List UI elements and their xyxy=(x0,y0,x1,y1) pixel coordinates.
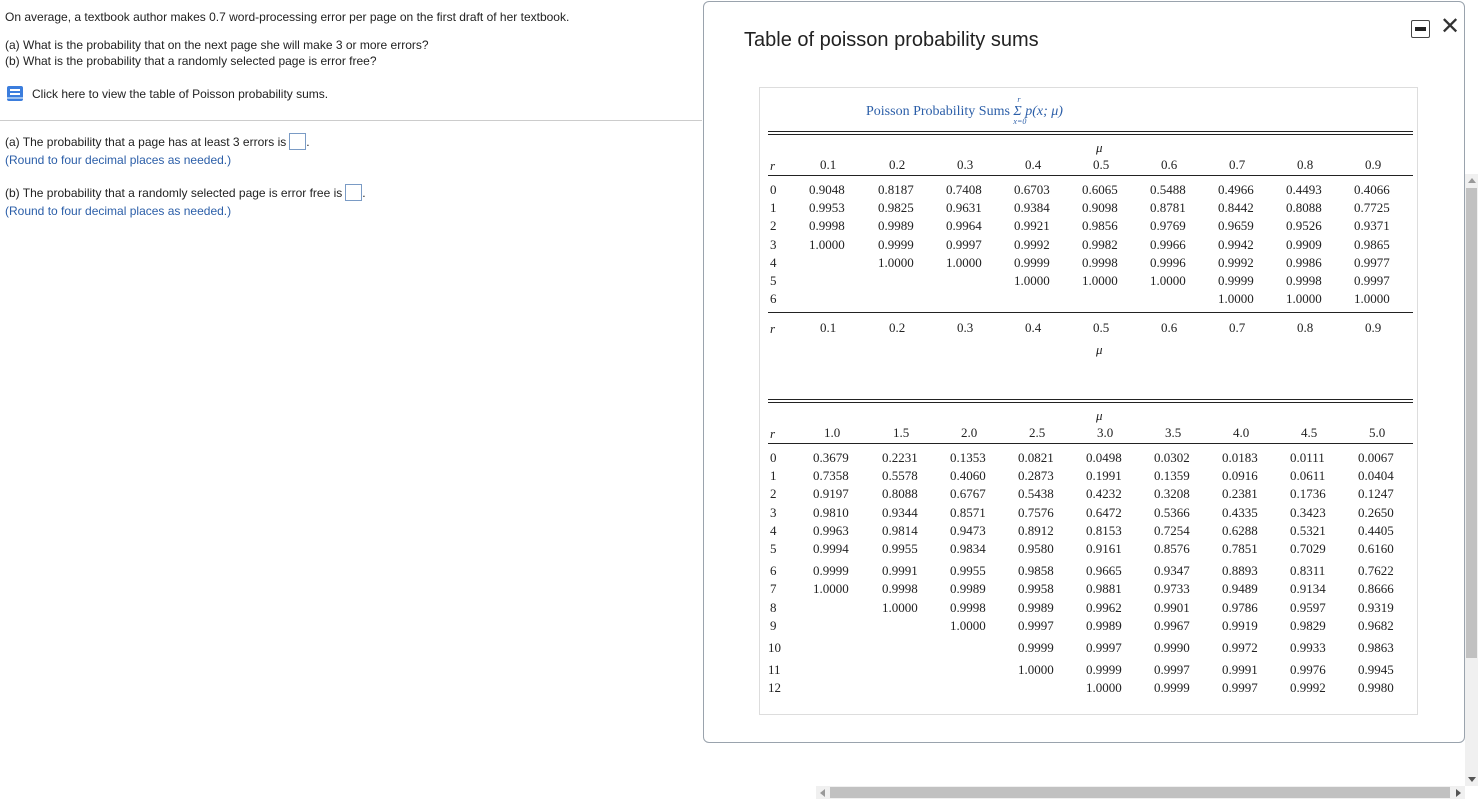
table-cell: 0.1247 xyxy=(1358,486,1394,502)
table-cell: 0.9989 xyxy=(950,581,986,597)
table-cell: 0.9972 xyxy=(1222,640,1258,655)
r-header: r xyxy=(770,426,776,441)
row-r-value: 9 xyxy=(770,617,777,633)
row-r-value: 7 xyxy=(770,581,777,597)
table-cell: 0.8576 xyxy=(1154,541,1190,556)
row-r-value: 6 xyxy=(770,291,777,307)
table-title xyxy=(866,95,1075,126)
table-cell: 0.6472 xyxy=(1086,504,1122,520)
answer-a-hint: (Round to four decimal places as needed.) xyxy=(5,153,232,167)
vertical-scrollbar[interactable] xyxy=(1465,174,1478,786)
panel-title: Table of poisson probability sums xyxy=(744,29,1039,51)
mu-column-header: 4.5 xyxy=(1301,425,1318,440)
table-cell: 0.9998 xyxy=(1286,273,1322,288)
answer-b-row: (b) The probability that a randomly selected page is error free is . xyxy=(5,186,366,200)
table-cell: 0.9989 xyxy=(1086,617,1122,633)
table-cell: 0.4060 xyxy=(950,468,986,484)
table-cell: 0.8893 xyxy=(1222,563,1258,579)
table-rule xyxy=(768,312,1413,313)
question-pane xyxy=(0,0,702,734)
table-cell: 0.6288 xyxy=(1222,522,1258,538)
table-cell: 0.6160 xyxy=(1358,541,1394,556)
table-cell: 0.5321 xyxy=(1290,522,1326,538)
table-cell: 0.9955 xyxy=(882,541,918,556)
table-cell: 0.4405 xyxy=(1358,522,1394,538)
mu-column-footer: 0.7 xyxy=(1229,320,1246,335)
mu-column-header: 0.1 xyxy=(820,157,837,172)
mu-column-footer: 0.1 xyxy=(820,320,837,335)
horizontal-scroll-thumb[interactable] xyxy=(830,787,1450,798)
table-cell: 0.9858 xyxy=(1018,563,1054,579)
table-cell: 0.9986 xyxy=(1286,254,1322,270)
table-cell: 0.9990 xyxy=(1154,640,1190,655)
row-r-value: 3 xyxy=(770,504,777,520)
formula-bottom: x=0 xyxy=(1013,117,1027,126)
table-cell: 0.8912 xyxy=(1018,522,1054,538)
table-cell: 0.9997 xyxy=(1222,680,1258,696)
table-link-label[interactable]: Click here to view the table of Poisson probability sums. xyxy=(32,86,329,101)
table-cell: 0.9682 xyxy=(1358,617,1394,633)
table-cell: 0.9999 xyxy=(1154,680,1190,696)
table-cell: 0.9769 xyxy=(1150,218,1186,234)
book-icon xyxy=(6,85,24,102)
table-cell: 0.9976 xyxy=(1290,662,1326,678)
table-cell: 0.9955 xyxy=(950,563,986,579)
table-cell: 0.8781 xyxy=(1150,200,1186,216)
table-cell: 1.0000 xyxy=(1218,291,1254,307)
table-cell: 0.0498 xyxy=(1086,450,1122,465)
table-cell: 0.9834 xyxy=(950,541,986,556)
table-cell: 0.7851 xyxy=(1222,541,1258,556)
table-cell: 0.9997 xyxy=(946,236,982,252)
row-r-value: 5 xyxy=(770,273,777,288)
scroll-down-icon[interactable] xyxy=(1468,777,1476,782)
table-cell: 0.5366 xyxy=(1154,504,1190,520)
table-cell: 0.9733 xyxy=(1154,581,1190,597)
table-cell: 0.9921 xyxy=(1014,218,1050,234)
question-part-a: (a) What is the probability that on the next page she will make 3 or more errors? xyxy=(5,38,429,52)
scroll-up-icon[interactable] xyxy=(1468,178,1476,183)
table-cell: 0.9964 xyxy=(946,218,982,234)
row-r-value: 10 xyxy=(768,640,781,655)
mu-column-footer: 0.5 xyxy=(1093,320,1110,335)
table-cell: 0.9945 xyxy=(1358,662,1394,678)
table-cell: 0.9966 xyxy=(1150,236,1186,252)
mu-column-header: 3.5 xyxy=(1165,425,1182,440)
table-cell: 0.9371 xyxy=(1354,218,1390,234)
table-cell: 0.0821 xyxy=(1018,450,1054,465)
table-cell: 0.9901 xyxy=(1154,599,1190,615)
mu-header: μ xyxy=(1096,408,1103,423)
table-cell: 0.9962 xyxy=(1086,599,1122,615)
table-cell: 0.7254 xyxy=(1154,522,1190,538)
table-cell: 0.9473 xyxy=(950,522,986,538)
table-cell: 0.9997 xyxy=(1154,662,1190,678)
poisson-table xyxy=(760,88,1465,700)
scroll-left-icon[interactable] xyxy=(820,789,825,797)
table-cell: 0.9963 xyxy=(813,522,849,538)
table-cell: 0.9999 xyxy=(1218,273,1254,288)
table-cell: 1.0000 xyxy=(1286,291,1322,307)
mu-column-header: 0.7 xyxy=(1229,157,1246,172)
table-cell: 0.9865 xyxy=(1354,236,1390,252)
answer-b-input[interactable] xyxy=(345,184,362,201)
mu-column-header: 1.5 xyxy=(893,425,910,440)
table-cell: 0.9999 xyxy=(1014,254,1050,270)
mu-column-header: 2.5 xyxy=(1029,425,1046,440)
table-cell: 0.3423 xyxy=(1290,504,1326,520)
mu-column-header: 4.0 xyxy=(1233,425,1250,440)
answer-a-label: (a) The probability that a page has at least 3 errors is xyxy=(5,135,287,149)
table-cell: 0.9631 xyxy=(946,200,982,216)
table-cell: 0.9384 xyxy=(1014,200,1050,216)
mu-column-header: 3.0 xyxy=(1097,425,1114,440)
table-cell: 0.9958 xyxy=(1018,581,1054,597)
table-cell: 0.9989 xyxy=(1018,599,1054,615)
table-cell: 0.9161 xyxy=(1086,541,1122,556)
table-cell: 1.0000 xyxy=(950,617,986,633)
table-cell: 1.0000 xyxy=(813,581,849,597)
table-rule xyxy=(768,399,1413,400)
table-cell: 0.0611 xyxy=(1290,468,1326,484)
table-cell: 0.9825 xyxy=(878,200,914,216)
table-cell: 0.6767 xyxy=(950,486,986,502)
table-rule xyxy=(768,402,1413,403)
table-cell: 0.5578 xyxy=(882,468,918,484)
table-cell: 0.4066 xyxy=(1354,182,1390,197)
table-cell: 0.9098 xyxy=(1082,200,1118,216)
table-cell: 0.8442 xyxy=(1218,200,1254,216)
table-rule xyxy=(768,134,1413,135)
table-cell: 1.0000 xyxy=(1082,273,1118,288)
table-cell: 0.7408 xyxy=(946,182,982,197)
table-cell: 0.9526 xyxy=(1286,218,1322,234)
row-r-value: 2 xyxy=(770,218,777,234)
table-cell: 0.2231 xyxy=(882,450,918,465)
row-r-value: 3 xyxy=(770,236,777,252)
row-r-value: 11 xyxy=(768,662,781,678)
answer-a-input[interactable] xyxy=(289,133,306,150)
table-cell: 0.0067 xyxy=(1358,450,1394,465)
table-cell: 0.9489 xyxy=(1222,581,1258,597)
table-cell: 0.9991 xyxy=(1222,662,1258,678)
table-cell: 0.0302 xyxy=(1154,450,1190,465)
table-rule xyxy=(768,175,1413,176)
vertical-scroll-thumb[interactable] xyxy=(1466,188,1477,658)
table-cell: 0.9347 xyxy=(1154,563,1190,579)
table-cell: 0.7029 xyxy=(1290,541,1326,556)
minimize-button[interactable] xyxy=(1411,20,1430,38)
mu-column-header: 0.5 xyxy=(1093,157,1110,172)
table-cell: 0.8311 xyxy=(1290,563,1326,579)
answer-b-hint: (Round to four decimal places as needed.) xyxy=(5,204,232,218)
table-cell: 0.9863 xyxy=(1358,640,1394,655)
row-r-value: 0 xyxy=(770,450,777,465)
table-cell: 1.0000 xyxy=(1014,273,1050,288)
table-cell: 0.9997 xyxy=(1354,273,1390,288)
answer-a-row: (a) The probability that a page has at least 3 errors is . xyxy=(5,135,310,149)
table-cell: 0.9967 xyxy=(1154,617,1190,633)
table-cell: 0.1359 xyxy=(1154,468,1190,484)
table-cell: 0.4232 xyxy=(1086,486,1122,502)
table-cell: 0.4493 xyxy=(1286,182,1322,197)
table-cell: 0.9998 xyxy=(950,599,986,615)
mu-column-header: 1.0 xyxy=(824,425,841,440)
table-cell: 0.5438 xyxy=(1018,486,1054,502)
table-cell: 0.9786 xyxy=(1222,599,1258,615)
table-cell: 1.0000 xyxy=(1150,273,1186,288)
table-cell: 1.0000 xyxy=(1354,291,1390,307)
table-link[interactable] xyxy=(6,85,328,102)
mu-column-footer: 0.8 xyxy=(1297,320,1314,335)
table-cell: 1.0000 xyxy=(1018,662,1054,678)
table-cell: 0.9881 xyxy=(1086,581,1122,597)
table-cell: 0.9982 xyxy=(1082,236,1118,252)
row-r-value: 12 xyxy=(768,680,781,696)
table-cell: 0.0916 xyxy=(1222,468,1258,484)
mu-column-header: 5.0 xyxy=(1369,425,1386,440)
table-cell: 0.1353 xyxy=(950,450,986,465)
table-cell: 0.9197 xyxy=(813,486,849,502)
table-cell: 0.9994 xyxy=(813,541,849,556)
table-cell: 0.9659 xyxy=(1218,218,1254,234)
close-icon[interactable]: ✕ xyxy=(1440,12,1461,40)
table-cell: 0.8666 xyxy=(1358,581,1394,597)
r-footer: r xyxy=(770,321,776,336)
question-part-b: (b) What is the probability that a randomly selected page is error free? xyxy=(5,54,377,68)
table-cell: 0.9997 xyxy=(1086,640,1122,655)
formula-top: r xyxy=(1017,95,1021,104)
mu-column-header: 0.4 xyxy=(1025,157,1042,172)
table-cell: 0.9909 xyxy=(1286,236,1322,252)
table-cell: 0.5488 xyxy=(1150,182,1186,197)
table-cell: 0.9665 xyxy=(1086,563,1122,579)
table-cell: 0.1991 xyxy=(1086,468,1122,484)
table-cell: 0.9977 xyxy=(1354,254,1390,270)
table-cell: 0.9829 xyxy=(1290,617,1326,633)
row-r-value: 6 xyxy=(770,563,777,579)
table-cell: 0.2650 xyxy=(1358,504,1394,520)
row-r-value: 0 xyxy=(770,182,777,197)
table-cell: 0.9919 xyxy=(1222,617,1258,633)
table-cell: 0.9991 xyxy=(882,563,918,579)
table-cell: 0.9992 xyxy=(1218,254,1254,270)
mu-column-header: 0.8 xyxy=(1297,157,1314,172)
table-cell: 0.8571 xyxy=(950,504,986,520)
table-cell: 0.0183 xyxy=(1222,450,1258,465)
table-cell: 0.9992 xyxy=(1290,680,1326,696)
table-cell: 0.9980 xyxy=(1358,680,1394,696)
table-cell: 0.9134 xyxy=(1290,581,1326,597)
row-r-value: 5 xyxy=(770,541,777,556)
table-cell: 0.8187 xyxy=(878,182,914,197)
table-cell: 1.0000 xyxy=(946,254,982,270)
table-cell: 0.9856 xyxy=(1082,218,1118,234)
table-cell: 0.9953 xyxy=(809,200,845,216)
table-cell: 0.1736 xyxy=(1290,486,1326,502)
mu-column-header: 0.9 xyxy=(1365,157,1382,172)
table-cell: 0.7622 xyxy=(1358,563,1394,579)
table-cell: 0.0404 xyxy=(1358,468,1394,484)
table-cell: 0.9319 xyxy=(1358,599,1394,615)
mu-column-footer: 0.2 xyxy=(889,320,906,335)
divider xyxy=(0,120,702,121)
table-title-text: Poisson Probability Sums xyxy=(866,104,1010,119)
table-cell: 0.9048 xyxy=(809,182,845,197)
table-cell: 0.2873 xyxy=(1018,468,1054,484)
row-r-value: 4 xyxy=(770,522,777,538)
table-cell: 0.7725 xyxy=(1354,200,1390,216)
table-cell: 0.9998 xyxy=(1082,254,1118,270)
table-cell: 0.4966 xyxy=(1218,182,1254,197)
table-cell: 0.9992 xyxy=(1014,236,1050,252)
table-cell: 0.9999 xyxy=(1018,640,1054,655)
table-cell: 0.6703 xyxy=(1014,182,1050,197)
table-cell: 0.9998 xyxy=(882,581,918,597)
row-r-value: 1 xyxy=(770,200,777,216)
table-rule xyxy=(768,443,1413,444)
row-r-value: 4 xyxy=(770,254,777,270)
table-cell: 1.0000 xyxy=(809,236,845,252)
table-cell: 0.9933 xyxy=(1290,640,1326,655)
table-cell: 0.6065 xyxy=(1082,182,1118,197)
mu-column-header: 0.3 xyxy=(957,157,974,172)
mu-column-footer: 0.9 xyxy=(1365,320,1382,335)
formula-main: Σ p(x; μ) xyxy=(1013,104,1063,119)
table-scroll-area[interactable] xyxy=(759,87,1418,715)
table-cell: 0.7576 xyxy=(1018,504,1054,520)
table-cell: 0.8088 xyxy=(882,486,918,502)
table-cell: 0.9810 xyxy=(813,504,849,520)
table-cell: 0.9989 xyxy=(878,218,914,234)
row-r-value: 2 xyxy=(770,486,777,502)
row-r-value: 1 xyxy=(770,468,777,484)
table-cell: 0.9996 xyxy=(1150,254,1186,270)
mu-column-footer: 0.4 xyxy=(1025,320,1042,335)
horizontal-scrollbar[interactable] xyxy=(816,786,1465,799)
table-cell: 0.9998 xyxy=(809,218,845,234)
table-rule xyxy=(768,131,1413,132)
mu-header: μ xyxy=(1096,140,1103,155)
mu-column-footer: 0.6 xyxy=(1161,320,1178,335)
mu-column-header: 0.6 xyxy=(1161,157,1178,172)
table-cell: 0.9997 xyxy=(1018,617,1054,633)
table-cell: 0.8153 xyxy=(1086,522,1122,538)
scroll-right-icon[interactable] xyxy=(1456,789,1461,797)
mu-column-header: 0.2 xyxy=(889,157,906,172)
table-cell: 1.0000 xyxy=(1086,680,1122,696)
table-cell: 0.9597 xyxy=(1290,599,1326,615)
answer-b-label: (b) The probability that a randomly selected page is error free is xyxy=(5,186,343,200)
mu-footer: μ xyxy=(1096,342,1103,357)
table-cell: 0.9999 xyxy=(878,236,914,252)
table-cell: 0.9999 xyxy=(813,563,849,579)
table-cell: 0.4335 xyxy=(1222,504,1258,520)
row-r-value: 8 xyxy=(770,599,777,615)
table-cell: 0.9942 xyxy=(1218,236,1254,252)
table-cell: 0.3679 xyxy=(813,450,849,465)
mu-column-footer: 0.3 xyxy=(957,320,974,335)
table-cell: 0.7358 xyxy=(813,468,849,484)
mu-column-header: 2.0 xyxy=(961,425,978,440)
question-intro: On average, a textbook author makes 0.7 word-processing error per page on the first draft of her textbook. xyxy=(5,10,570,24)
table-cell: 0.9999 xyxy=(1086,662,1122,678)
table-cell: 1.0000 xyxy=(882,599,918,615)
table-cell: 0.2381 xyxy=(1222,486,1258,502)
table-cell: 0.9814 xyxy=(882,522,918,538)
r-header: r xyxy=(770,158,776,173)
table-cell: 1.0000 xyxy=(878,254,914,270)
table-cell: 0.9580 xyxy=(1018,541,1054,556)
table-cell: 0.3208 xyxy=(1154,486,1190,502)
table-cell: 0.0111 xyxy=(1290,450,1325,465)
table-cell: 0.9344 xyxy=(882,504,918,520)
table-cell: 0.8088 xyxy=(1286,200,1322,216)
poisson-table-panel xyxy=(703,1,1465,743)
